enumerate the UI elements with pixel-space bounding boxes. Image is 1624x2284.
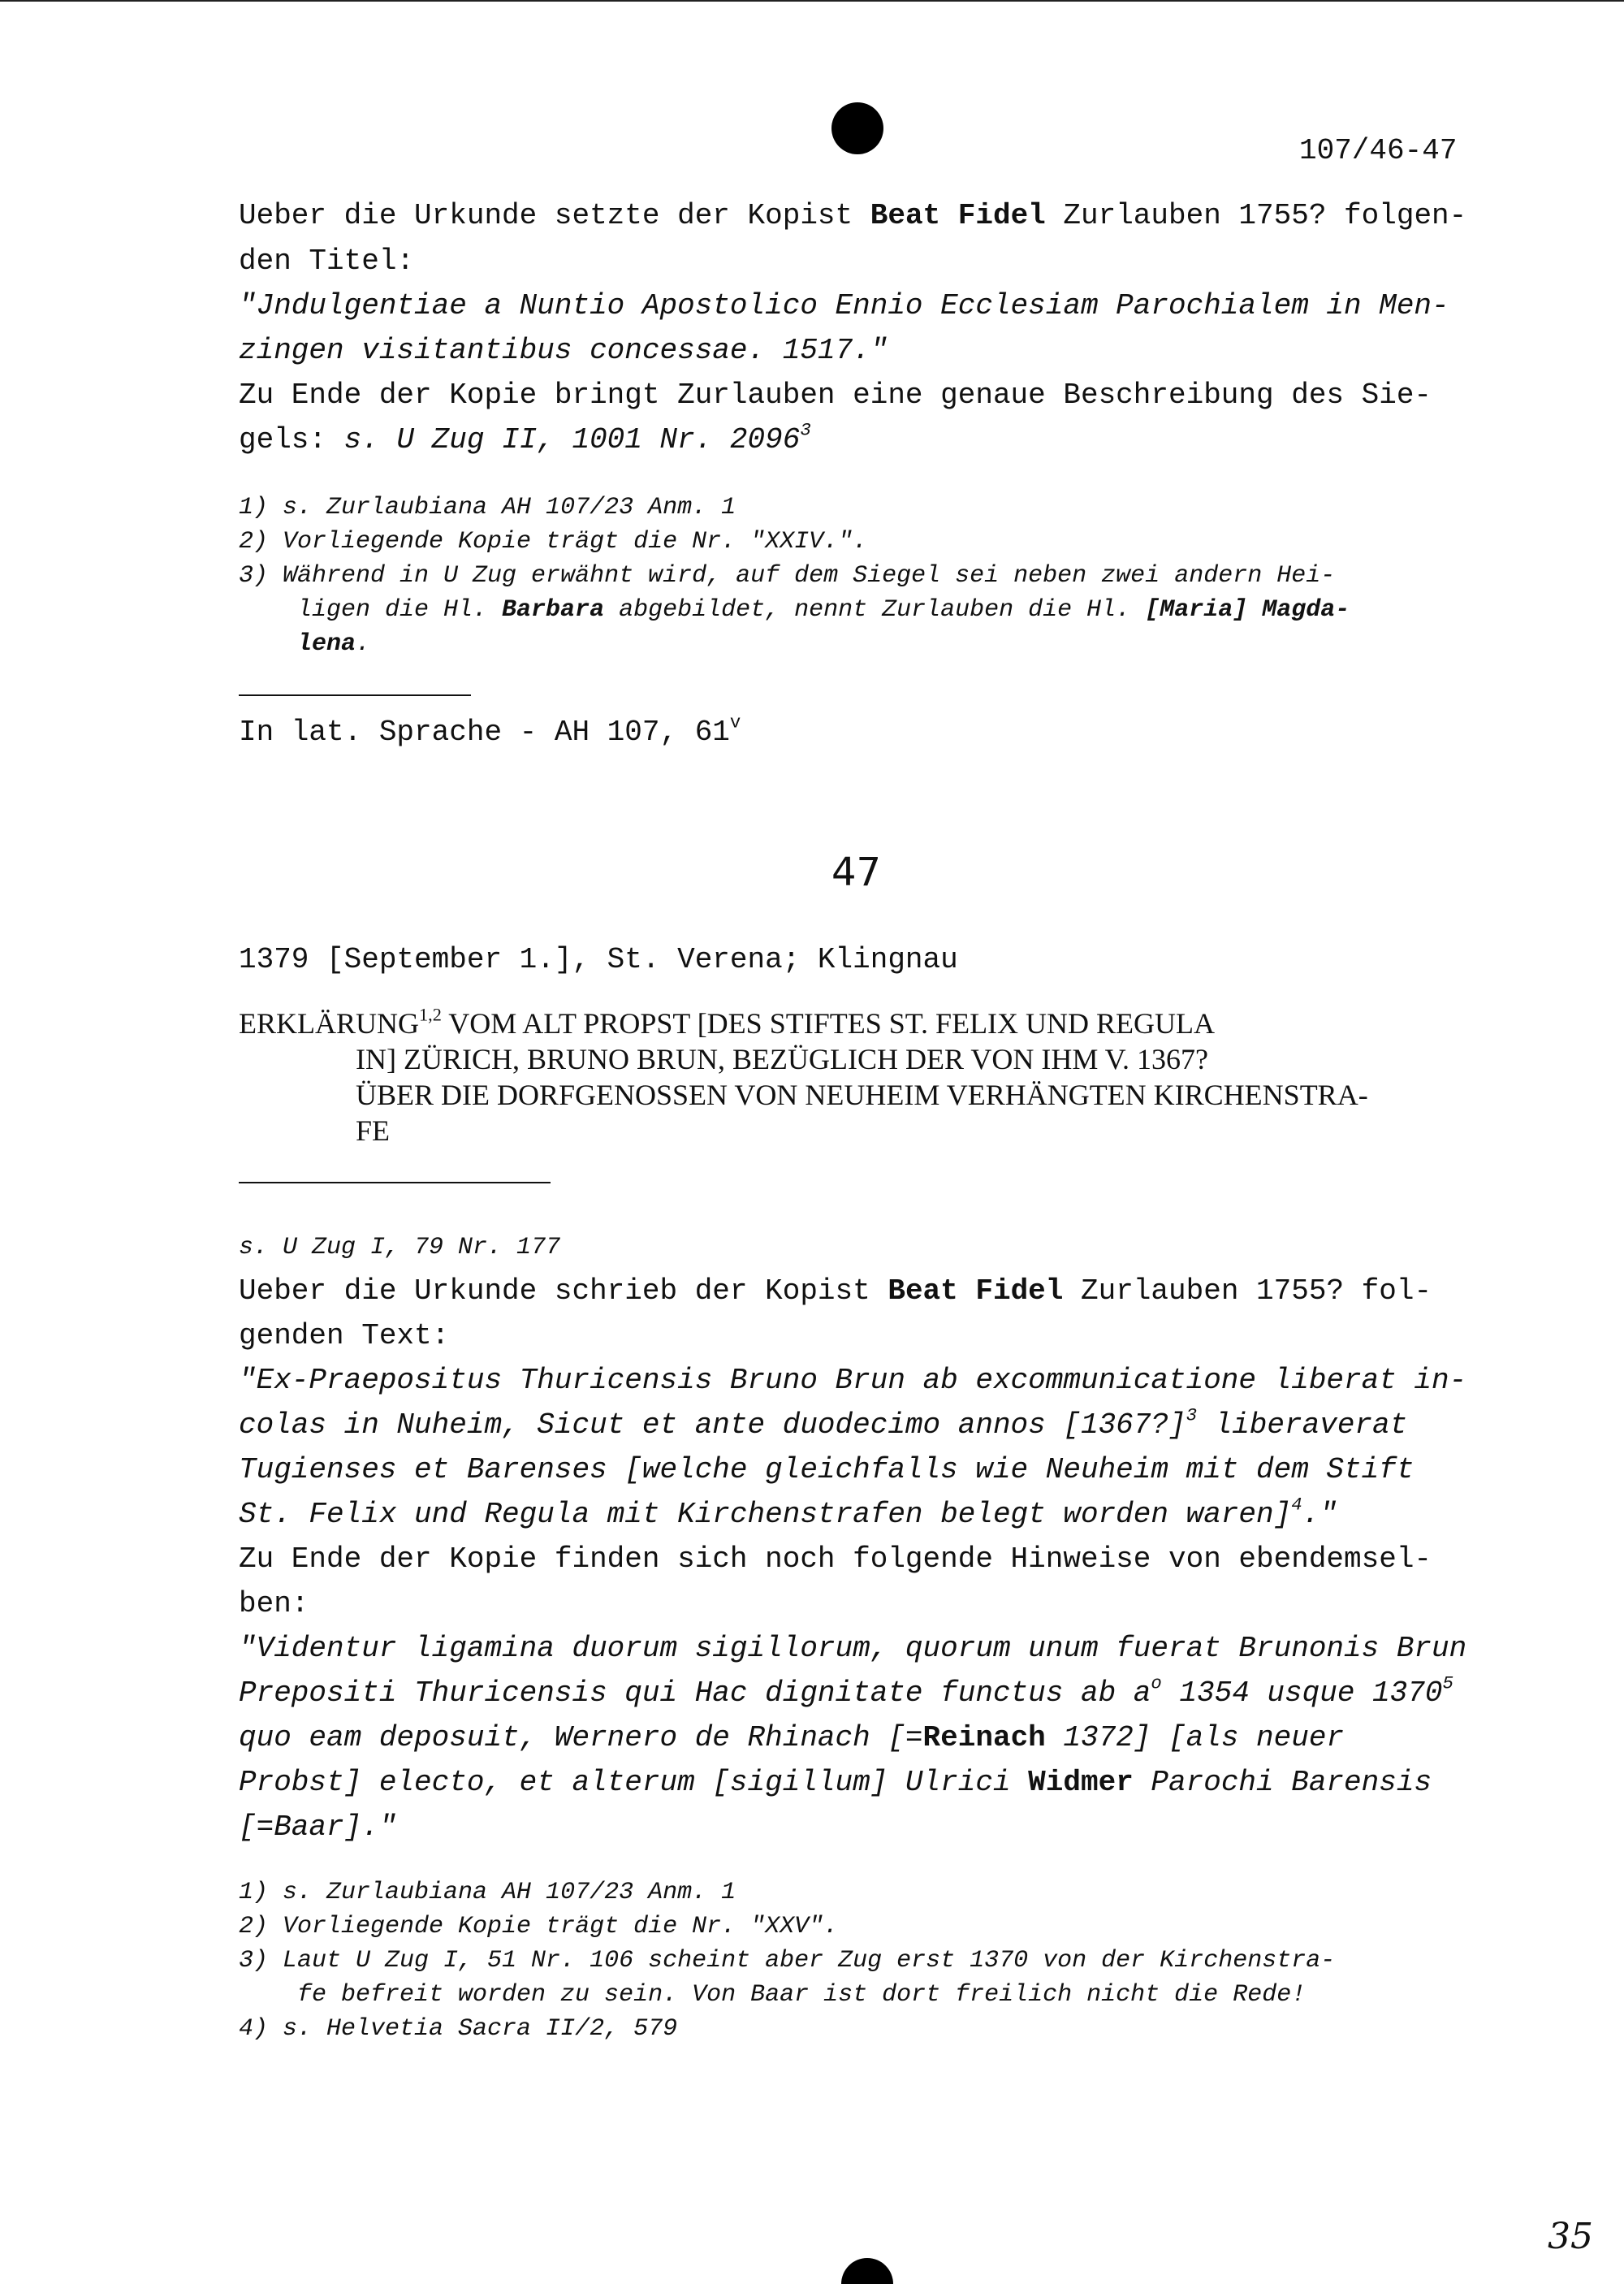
entry47-quote1-line1: "Ex-Praepositus Thuricensis Bruno Brun ab excommunicatione liberat in- xyxy=(239,1364,1467,1397)
entry47-footnote-3-line1: 3) Laut U Zug I, 51 Nr. 106 scheint aber Zug erst 1370 von der Kirchenstra- xyxy=(239,1947,1336,1975)
entry47-quote2-line3: quo eam deposuit, Wernero de Rhinach [=Reinach 1372] [als neuer xyxy=(239,1721,1345,1754)
entry47-quote2-line1: "Videntur ligamina duorum sigillorum, quorum unum fuerat Brunonis Brun xyxy=(239,1632,1467,1665)
entry47-footnote-2: 2) Vorliegende Kopie trägt die Nr. "XXV". xyxy=(239,1913,839,1940)
entry46-para1-line1: Ueber die Urkunde setzte der Kopist Beat Fidel Zurlauben 1755? folgen- xyxy=(239,199,1467,232)
entry46-para1-line2: den Titel: xyxy=(239,244,415,278)
entry47-footnote-3-line2: fe befreit worden zu sein. Von Baar ist dort freilich nicht die Rede! xyxy=(297,1981,1307,2009)
entry46-footnote-3-line1: 3) Während in U Zug erwähnt wird, auf dem Siegel sei neben zwei andern Hei- xyxy=(239,562,1336,590)
entry47-quote1-line4: St. Felix und Regula mit Kirchenstrafen belegt worden waren]$^4$." xyxy=(239,1494,1337,1531)
entry47-heading-line3: ÜBER DIE DORFGENOSSEN VON NEUHEIM VERHÄNGTEN KIRCHENSTRA- xyxy=(356,1079,1368,1111)
handwritten-folio-mark: 35 xyxy=(1548,2216,1593,2257)
entry47-heading-line1: ERKLÄRUNG$^{1,2}$ VOM ALT PROPST [DES STIFTES ST. FELIX UND REGULA xyxy=(239,1004,1216,1040)
punch-hole-bottom xyxy=(841,2258,893,2284)
heading-separator xyxy=(239,1182,551,1183)
entry47-quote2-line2: Prepositi Thuricensis qui Hac dignitate functus ab $a^o$ 1354 usque 1370$^5$ xyxy=(239,1672,1453,1710)
entry47-quote1-line3: Tugienses et Barenses [welche gleichfalls wie Neuheim mit dem Stift xyxy=(239,1453,1415,1486)
entry47-date-place: 1379 [September 1.], St. Verena; Klingnau xyxy=(239,943,958,976)
entry47-footnote-4: 4) s. Helvetia Sacra II/2, 579 xyxy=(239,2015,678,2043)
entry46-footnote-1: 1) s. Zurlaubiana AH 107/23 Anm. 1 xyxy=(239,494,736,521)
footnote-separator-1 xyxy=(239,694,471,696)
entry47-para1-line1: Ueber die Urkunde schrieb der Kopist Beat Fidel Zurlauben 1755? fol- xyxy=(239,1274,1432,1308)
punch-hole-top xyxy=(831,102,883,154)
entry46-footnote-3-line3: lena. xyxy=(297,630,371,658)
entry46-para3-line2: gels: s. U Zug II, 1001 Nr. 2096$^3$ xyxy=(239,419,811,456)
entry47-edition-reference: s. U Zug I, 79 Nr. 177 xyxy=(239,1234,561,1261)
entry47-heading-line2: IN] ZÜRICH, BRUNO BRUN, BEZÜGLICH DER VON IHM V. 1367? xyxy=(356,1043,1209,1075)
entry47-footnote-1: 1) s. Zurlaubiana AH 107/23 Anm. 1 xyxy=(239,1879,736,1906)
entry46-footnote-3-line2: ligen die Hl. Barbara abgebildet, nennt Zurlauben die Hl. [Maria] Magda- xyxy=(297,596,1350,624)
entry46-footnote-2: 2) Vorliegende Kopie trägt die Nr. "XXIV.". xyxy=(239,528,868,556)
entry47-quote1-line2: colas in Nuheim, Sicut et ante duodecimo annos [1367?]$^3$ liberaverat xyxy=(239,1404,1408,1442)
entry46-title-quote-line1: "Jndulgentiae a Nuntio Apostolico Ennio Ecclesiam Parochialem in Men- xyxy=(239,289,1449,322)
page-reference: 107/46-47 xyxy=(1299,134,1458,167)
entry47-para2-line2: ben: xyxy=(239,1587,309,1620)
entry46-language-source: In lat. Sprache - AH 107, 61$^v$ xyxy=(239,712,741,749)
entry46-para3-line1: Zu Ende der Kopie bringt Zurlauben eine genaue Beschreibung des Sie- xyxy=(239,379,1432,412)
entry47-heading-line4: FE xyxy=(356,1114,391,1147)
entry47-para1-line2: genden Text: xyxy=(239,1319,450,1352)
copyist-name: Beat Fidel xyxy=(870,199,1046,232)
scan-border-top xyxy=(0,0,1624,2)
entry47-quote2-line5: [=Baar]." xyxy=(239,1810,397,1844)
entry-number: 47 xyxy=(831,850,882,895)
copyist-name: Beat Fidel xyxy=(888,1274,1064,1308)
entry47-quote2-line4: Probst] electo, et alterum [sigillum] Ulrici Widmer Parochi Barensis xyxy=(239,1766,1432,1799)
entry46-title-quote-line2: zingen visitantibus concessae. 1517." xyxy=(239,334,888,367)
entry47-para2-line1: Zu Ende der Kopie finden sich noch folgende Hinweise von ebendemsel- xyxy=(239,1542,1432,1576)
